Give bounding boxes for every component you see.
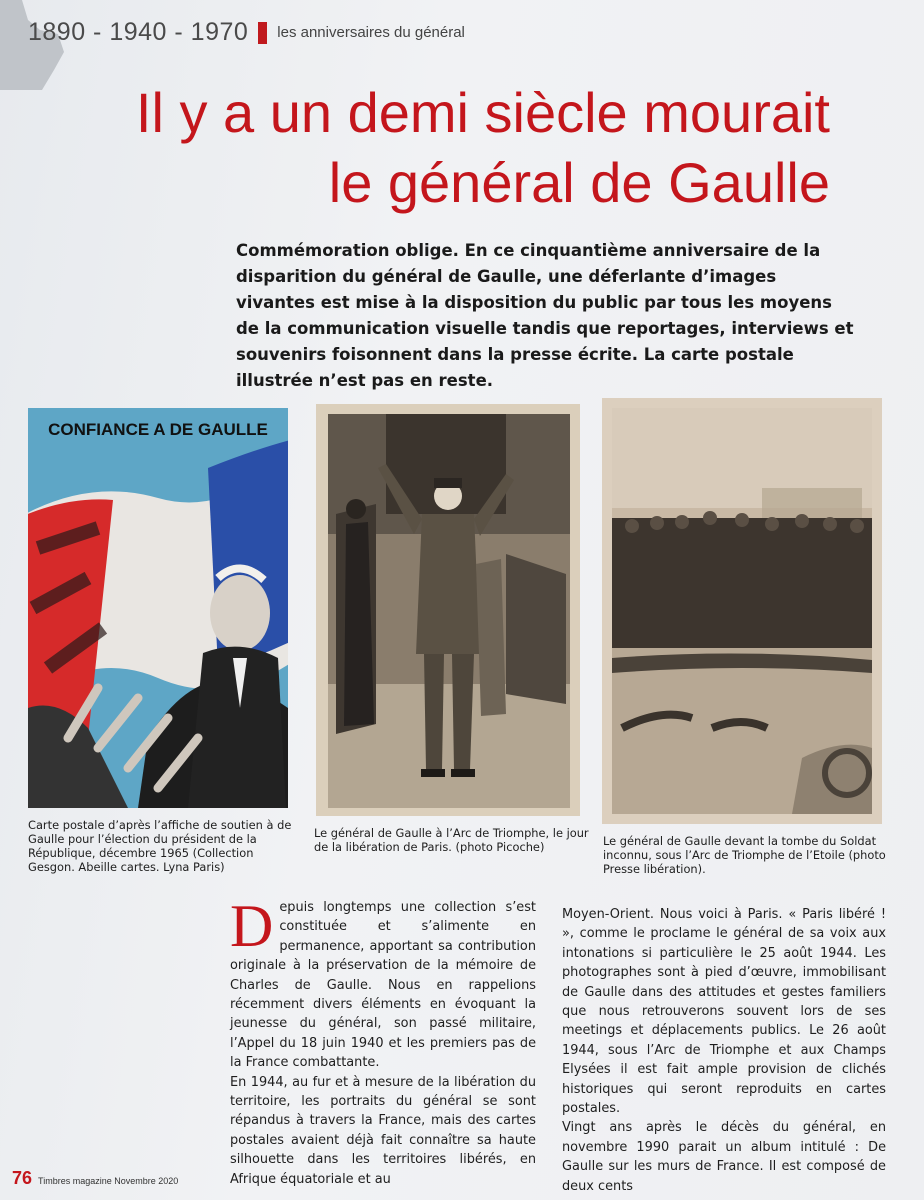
section-topic: les anniversaires du général bbox=[277, 24, 465, 41]
header-square-marker bbox=[258, 22, 267, 44]
photo-caption-3: Le général de Gaulle devant la tombe du Soldat inconnu, sous l’Arc de Triomphe de l’Etoile (photo Presse libération). bbox=[603, 834, 886, 876]
liberation-photo-illustration bbox=[316, 404, 580, 816]
page-footer bbox=[12, 1168, 178, 1189]
photo-caption-1: Carte postale d’après l’affiche de soutien à de Gaulle pour l’élection du président de la République, décembre 1965 (Collection Gesgon. Abeille cartes. Lyna Paris) bbox=[28, 818, 292, 874]
article-paragraph: En 1944, au fur et à mesure de la libération du territoire, les portraits du général se sont répandus à travers la France, mais des cartes postales avaient déjà fait connaître sa haute silhouette dans les territoires libérés, en Afrique équatoriale et au bbox=[230, 1074, 536, 1187]
article-column-2 bbox=[562, 905, 886, 1196]
anniversary-years: 1890 - 1940 - 1970 bbox=[28, 18, 249, 46]
drop-cap-letter: D bbox=[230, 893, 274, 959]
tomb-photo-illustration bbox=[602, 398, 882, 824]
poster-banner-text: CONFIANCE A DE GAULLE bbox=[48, 420, 268, 439]
magazine-issue: Timbres magazine Novembre 2020 bbox=[38, 1176, 179, 1186]
article-column-1 bbox=[230, 893, 536, 1189]
article-paragraph: Vingt ans après le décès du général, en novembre 1990 parait un album intitulé : De Gaulle sur les murs de France. Il est composé de deux cents bbox=[562, 1120, 886, 1194]
arc-de-triomphe-photo bbox=[316, 404, 580, 816]
article-lead: Commémoration oblige. En ce cinquantième anniversaire de la disparition du général de Gaulle, une déferlante d’images vivantes est mise à la disposition du public par tous les moyens de la communication visuelle tandis que reportages, interviews et souvenirs foisonnent dans la presse écrite. La carte postale illustrée n’est pas en reste. bbox=[236, 241, 854, 390]
article-paragraph: Moyen-Orient. Nous voici à Paris. « Paris libéré ! », comme le proclame le général de sa voix aux intonations si particulière le 25 août 1944. Les photographes sont à pied d’œuvre, immobilisant de Gaulle dans des attitudes et gestes familiers que nous retrouverons souvent lors de ses meetings et déplacements publics. Le 26 août 1944, sous l’Arc de Triomphe et aux Champs Elysées il est fait ample provision de clichés historiques qui seront reproduits en cartes postales. bbox=[562, 907, 886, 1117]
article-paragraph: epuis longtemps une collection s’est constituée et s’alimente en permanence, apportant sa contribution originale à la préservation de la mémoire de Charles de Gaulle. Nous en rappelions récemment divers éléments en évoquant la jeunesse du général, son passé militaire, l’Appel du 18 juin 1940 et les premiers pas de la France combattante. bbox=[230, 900, 536, 1071]
postcard-poster-image bbox=[28, 408, 288, 808]
poster-illustration bbox=[28, 408, 288, 808]
section-header bbox=[28, 18, 465, 47]
article-title bbox=[30, 78, 830, 218]
title-line-2: le général de Gaulle bbox=[328, 151, 830, 214]
title-line-1: Il y a un demi siècle mourait bbox=[135, 81, 830, 144]
tomb-unknown-soldier-photo bbox=[602, 398, 882, 824]
photo-caption-2: Le général de Gaulle à l’Arc de Triomphe, le jour de la libération de Paris. (photo Picoche) bbox=[314, 826, 589, 854]
page-number: 76 bbox=[12, 1168, 33, 1188]
